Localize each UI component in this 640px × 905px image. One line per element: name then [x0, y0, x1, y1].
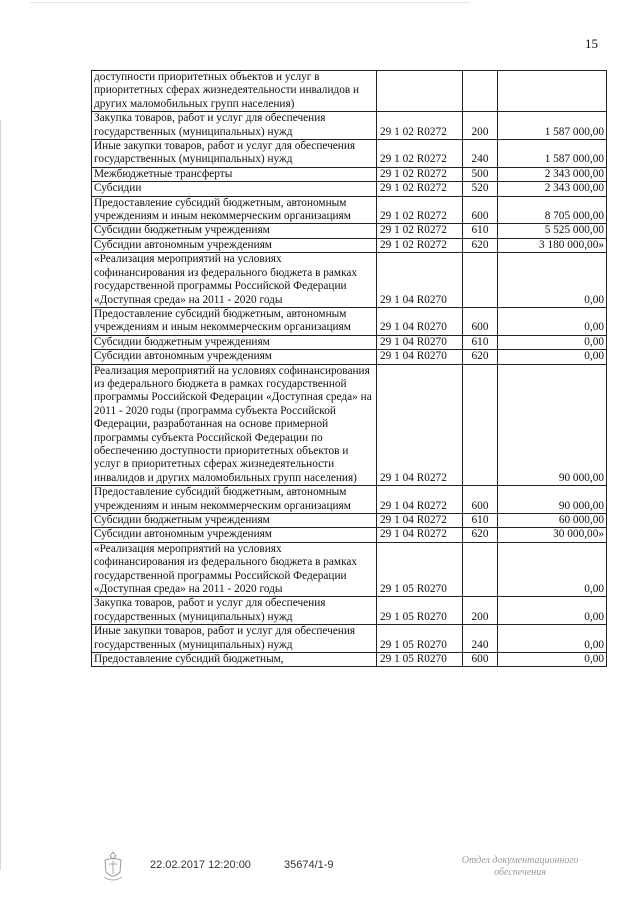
row-code-cell	[377, 71, 463, 112]
table-row	[92, 224, 607, 238]
row-type-cell	[463, 71, 498, 112]
table-row	[92, 486, 607, 514]
row-code-cell: 29 1 04 R0272	[377, 528, 463, 542]
row-type-cell: 620	[463, 238, 498, 252]
row-code-cell: 29 1 02 R0272	[377, 182, 463, 196]
row-code-cell: 29 1 04 R0270	[377, 307, 463, 335]
row-sum-cell: 8 705 000,00	[498, 196, 607, 224]
row-type-cell: 240	[463, 140, 498, 168]
table-row	[92, 238, 607, 252]
table-row	[92, 597, 607, 625]
row-name-cell: «Реализация мероприятий на условиях софинансирования из федерального бюджета в рамках государственной программы Российской Федерации «Доступная среда» на 2011 - 2020 годы	[92, 542, 377, 597]
row-code-cell: 29 1 02 R0272	[377, 112, 463, 140]
row-code-cell: 29 1 02 R0272	[377, 238, 463, 252]
footer-date: 22.02.2017 12:20:00	[150, 859, 251, 871]
table-row	[92, 196, 607, 224]
row-type-cell: 500	[463, 167, 498, 181]
table-row	[92, 112, 607, 140]
row-name-cell: Межбюджетные трансферты	[92, 167, 377, 181]
table-row	[92, 653, 607, 667]
row-sum-cell: 0,00	[498, 597, 607, 625]
row-name-cell: Закупка товаров, работ и услуг для обеспечения государственных (муниципальных) нужд	[92, 112, 377, 140]
row-type-cell: 600	[463, 653, 498, 667]
row-code-cell: 29 1 02 R0272	[377, 224, 463, 238]
row-name-cell: Субсидии	[92, 182, 377, 196]
row-name-cell: Предоставление субсидий бюджетным, автономным учреждениям и иным некоммерческим организациям	[92, 196, 377, 224]
row-type-cell: 600	[463, 196, 498, 224]
row-sum-cell	[498, 71, 607, 112]
row-code-cell: 29 1 04 R0272	[377, 486, 463, 514]
row-code-cell: 29 1 05 R0270	[377, 625, 463, 653]
row-sum-cell: 0,00	[498, 350, 607, 364]
stamp-line: Отдел документационного	[461, 855, 579, 866]
coat-of-arms-icon	[100, 850, 126, 884]
page-number: 15	[585, 36, 598, 51]
table-row	[92, 542, 607, 597]
row-name-cell: Предоставление субсидий бюджетным, автономным учреждениям и иным некоммерческим организациям	[92, 307, 377, 335]
row-type-cell	[463, 253, 498, 308]
row-code-cell: 29 1 04 R0272	[377, 514, 463, 528]
row-sum-cell: 0,00	[498, 335, 607, 349]
row-code-cell: 29 1 04 R0270	[377, 335, 463, 349]
table-row	[92, 514, 607, 528]
table-row	[92, 182, 607, 196]
row-code-cell: 29 1 02 R0272	[377, 140, 463, 168]
table-row	[92, 307, 607, 335]
row-code-cell: 29 1 02 R0272	[377, 167, 463, 181]
row-sum-cell: 2 343 000,00	[498, 167, 607, 181]
row-type-cell	[463, 542, 498, 597]
row-type-cell: 600	[463, 486, 498, 514]
row-type-cell: 240	[463, 625, 498, 653]
table-row	[92, 350, 607, 364]
row-name-cell: Предоставление субсидий бюджетным,	[92, 653, 377, 667]
table-row	[92, 71, 607, 112]
row-sum-cell: 1 587 000,00	[498, 112, 607, 140]
row-sum-cell: 0,00	[498, 542, 607, 597]
footer-document-number: 35674/1-9	[284, 859, 334, 871]
row-name-cell: Субсидии автономным учреждениям	[92, 528, 377, 542]
table-row	[92, 528, 607, 542]
row-type-cell: 610	[463, 335, 498, 349]
table-row	[92, 167, 607, 181]
row-sum-cell: 0,00	[498, 307, 607, 335]
row-code-cell: 29 1 04 R0272	[377, 364, 463, 486]
row-name-cell: Субсидии бюджетным учреждениям	[92, 224, 377, 238]
row-sum-cell: 90 000,00	[498, 486, 607, 514]
row-type-cell: 520	[463, 182, 498, 196]
row-type-cell: 200	[463, 597, 498, 625]
table-row	[92, 335, 607, 349]
row-sum-cell: 0,00	[498, 653, 607, 667]
row-name-cell: Субсидии автономным учреждениям	[92, 238, 377, 252]
stamp-line: обеспечения	[494, 867, 546, 878]
row-code-cell: 29 1 05 R0270	[377, 597, 463, 625]
row-name-cell: доступности приоритетных объектов и услуг в приоритетных сферах жизнедеятельности инвалидов и других маломобильных групп населения)	[92, 71, 377, 112]
row-sum-cell: 2 343 000,00	[498, 182, 607, 196]
row-sum-cell: 5 525 000,00	[498, 224, 607, 238]
row-name-cell: Реализация мероприятий на условиях софинансирования из федерального бюджета в рамках государственной программы Российской Федерации «Доступная среда» на 2011 - 2020 годы (программа субъекта Российской Федерации, разработанная на основе примерной программы субъекта Российской Федерации по обеспечению доступности приоритетных объектов и услуг в приоритетных сферах жизнедеятельности инвалидов и других маломобильных групп населения)	[92, 364, 377, 486]
row-name-cell: «Реализация мероприятий на условиях софинансирования из федерального бюджета в рамках государственной программы Российской Федерации «Доступная среда» на 2011 - 2020 годы	[92, 253, 377, 308]
row-type-cell: 200	[463, 112, 498, 140]
row-sum-cell: 0,00	[498, 625, 607, 653]
row-type-cell: 610	[463, 514, 498, 528]
scan-margin-line	[0, 120, 1, 870]
row-sum-cell: 0,00	[498, 253, 607, 308]
row-sum-cell: 3 180 000,00»	[498, 238, 607, 252]
row-sum-cell: 1 587 000,00	[498, 140, 607, 168]
row-type-cell: 620	[463, 350, 498, 364]
row-name-cell: Предоставление субсидий бюджетным, автономным учреждениям и иным некоммерческим организациям	[92, 486, 377, 514]
row-type-cell	[463, 364, 498, 486]
row-name-cell: Субсидии автономным учреждениям	[92, 350, 377, 364]
office-stamp	[452, 855, 588, 879]
row-name-cell: Иные закупки товаров, работ и услуг для обеспечения государственных (муниципальных) нужд	[92, 140, 377, 168]
row-type-cell: 610	[463, 224, 498, 238]
table-row	[92, 625, 607, 653]
row-sum-cell: 90 000,00	[498, 364, 607, 486]
table-row	[92, 140, 607, 168]
row-code-cell: 29 1 04 R0270	[377, 253, 463, 308]
table-row	[92, 364, 607, 486]
row-type-cell: 620	[463, 528, 498, 542]
row-type-cell: 600	[463, 307, 498, 335]
row-code-cell: 29 1 05 R0270	[377, 542, 463, 597]
row-name-cell: Закупка товаров, работ и услуг для обеспечения государственных (муниципальных) нужд	[92, 597, 377, 625]
table-row	[92, 253, 607, 308]
row-sum-cell: 60 000,00	[498, 514, 607, 528]
row-code-cell: 29 1 04 R0270	[377, 350, 463, 364]
row-code-cell: 29 1 02 R0272	[377, 196, 463, 224]
scan-edge-noise	[30, 2, 470, 3]
row-name-cell: Субсидии бюджетным учреждениям	[92, 335, 377, 349]
row-name-cell: Субсидии бюджетным учреждениям	[92, 514, 377, 528]
row-code-cell: 29 1 05 R0270	[377, 653, 463, 667]
budget-table	[91, 70, 607, 667]
row-sum-cell: 30 000,00»	[498, 528, 607, 542]
row-name-cell: Иные закупки товаров, работ и услуг для обеспечения государственных (муниципальных) нужд	[92, 625, 377, 653]
